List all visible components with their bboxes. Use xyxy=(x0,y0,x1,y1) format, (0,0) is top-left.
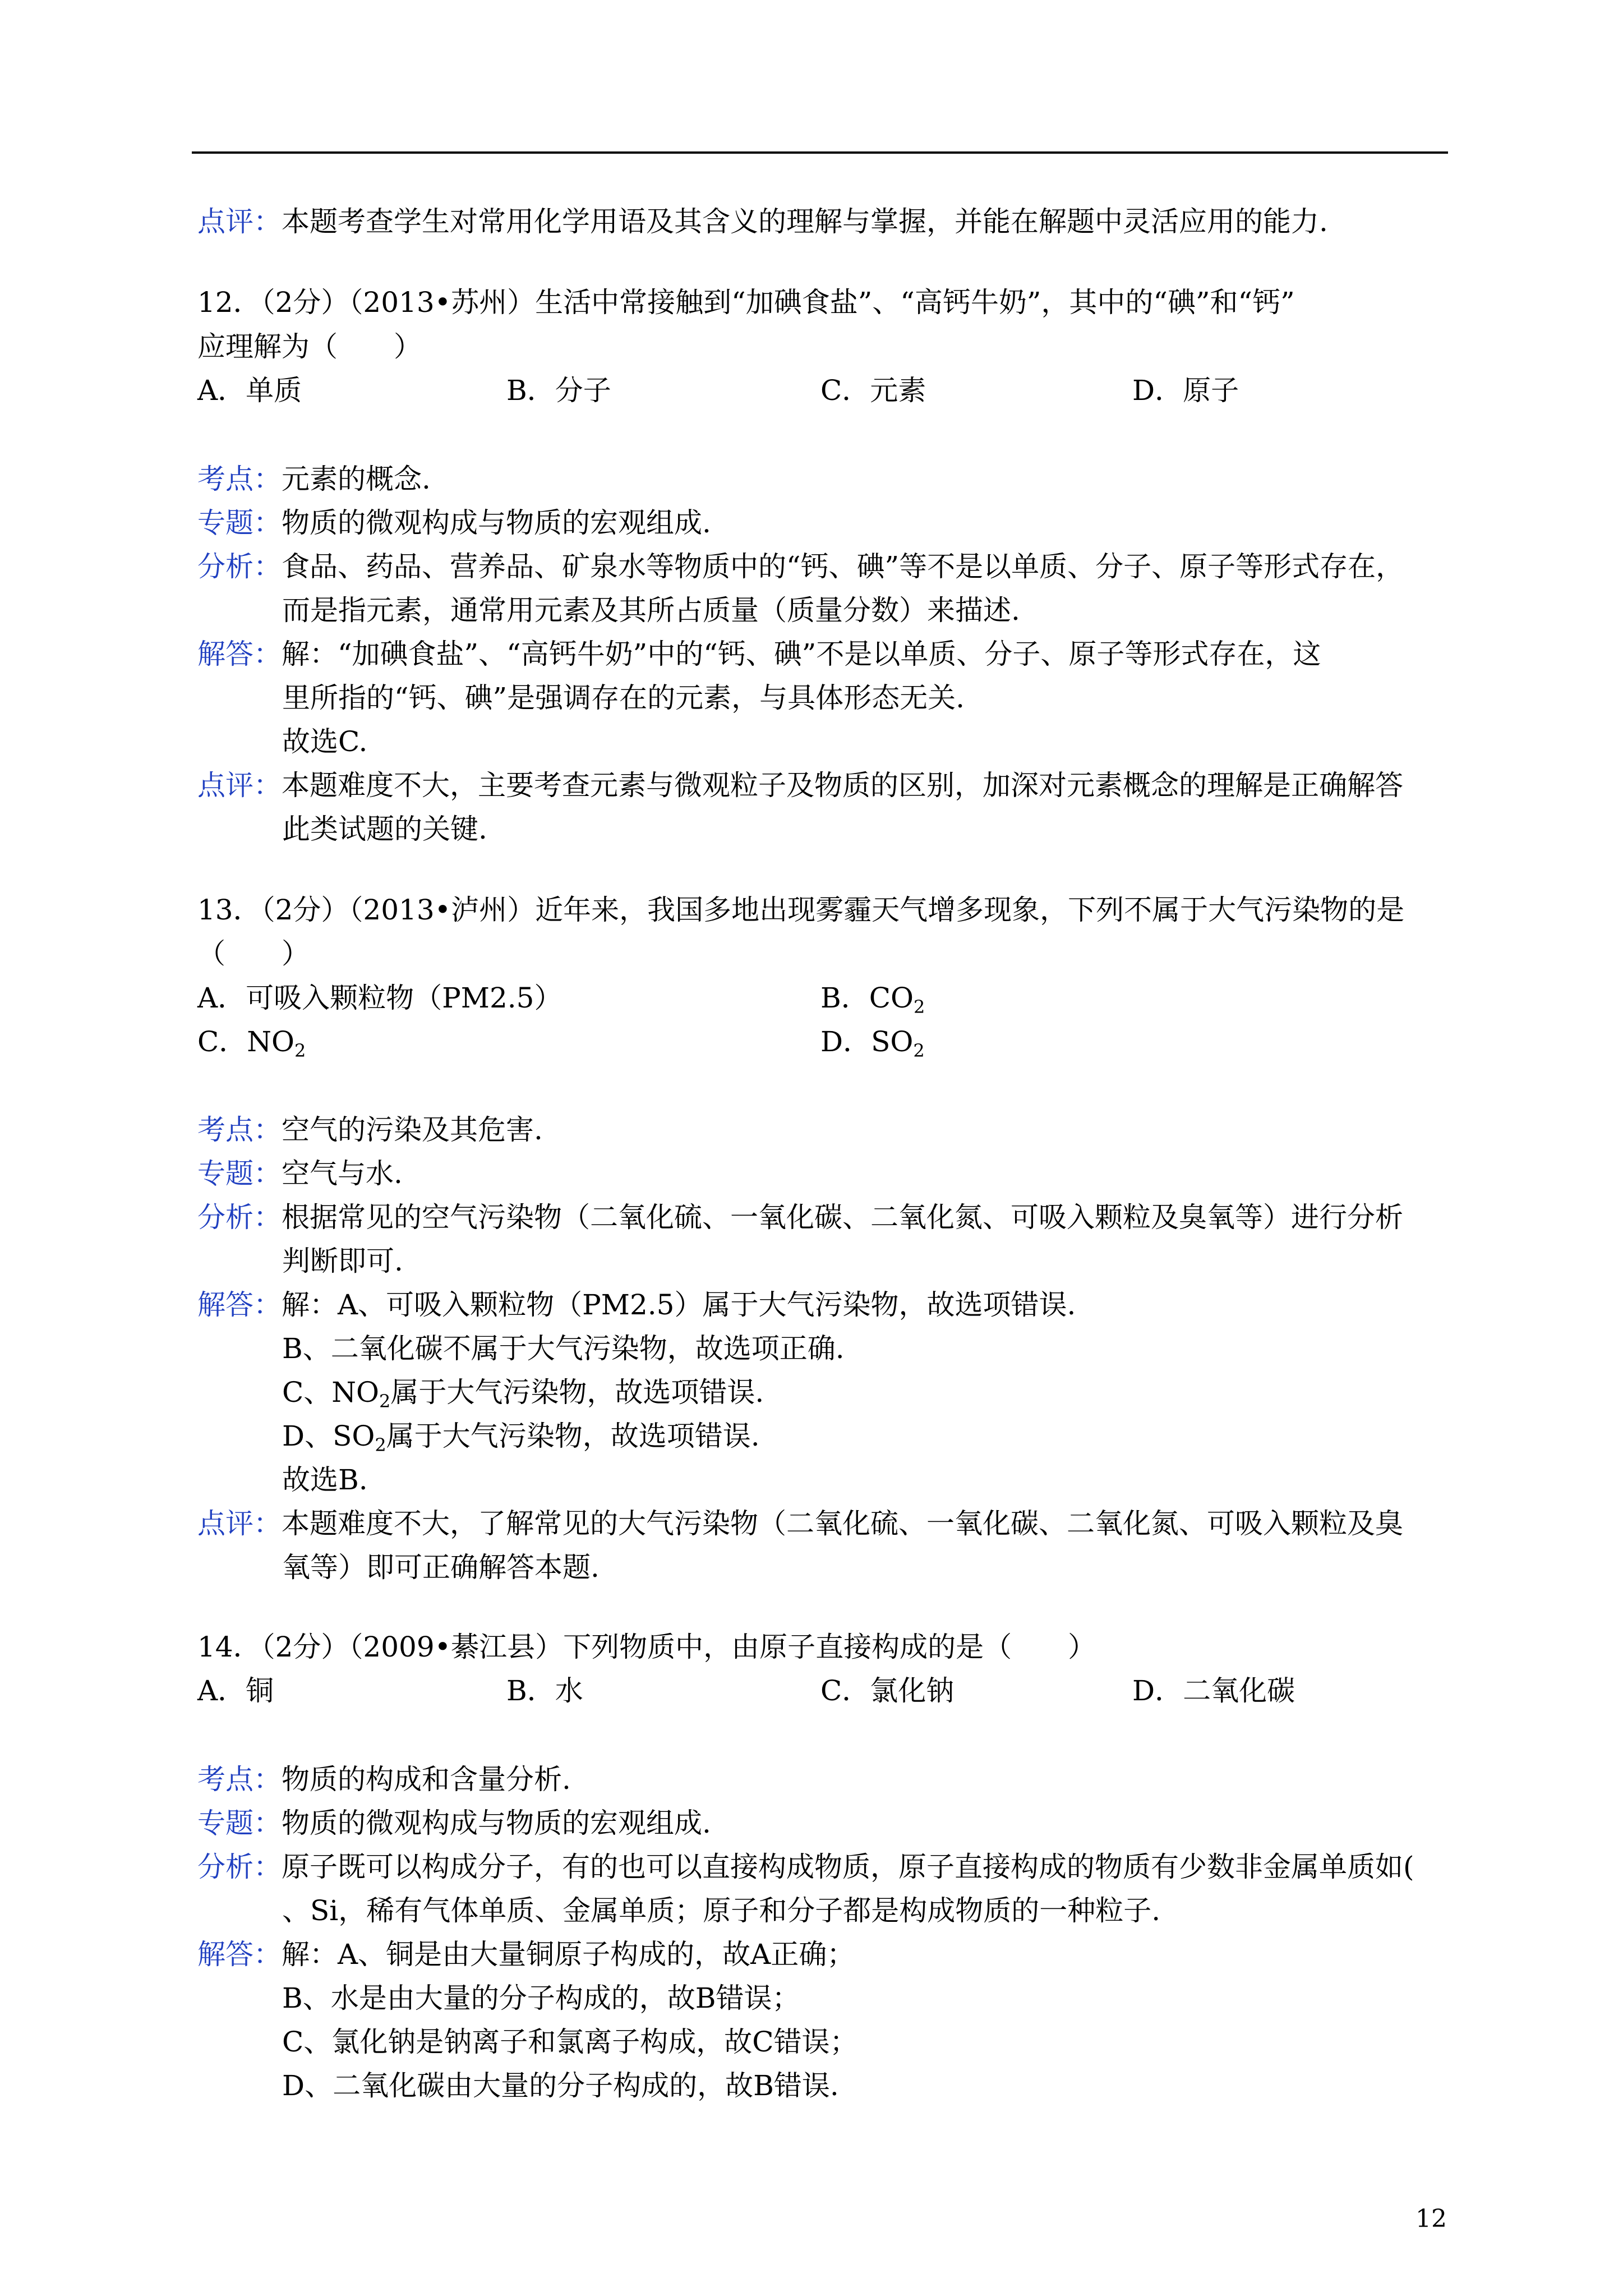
topic-label: 专题： xyxy=(197,1807,282,1839)
q12-option-c: C．元素 xyxy=(820,374,926,407)
q14-analysis-line xyxy=(197,1849,1414,1884)
q13-analysis-line xyxy=(197,1200,1403,1235)
q13-answer-3-pre: C、NO xyxy=(282,1376,379,1409)
comment-label: 点评： xyxy=(197,205,282,238)
q12-analysis-text-1: 食品、药品、营养品、矿泉水等物质中的“钙、碘”等不是以单质、分子、原子等形式存在， xyxy=(282,550,1404,583)
q13-topic-line xyxy=(197,1156,403,1191)
q13-analysis-text-1: 根据常见的空气污染物（二氧化硫、一氧化碳、二氧化氮、可吸入颗粒及臭氧等）进行分析 xyxy=(282,1201,1403,1234)
q12-topic-text: 物质的微观构成与物质的宏观组成. xyxy=(282,507,711,539)
q13-option-b xyxy=(820,981,925,1018)
q12-answer-text-3: 故选C. xyxy=(282,725,368,758)
q13-option-c-text: C．NO xyxy=(197,1025,294,1058)
q13-answer-text-2: B、二氧化碳不属于大气污染物，故选项正确. xyxy=(282,1332,845,1365)
page-number: 12 xyxy=(1415,2205,1447,2233)
q13-comment-text-2: 氧等）即可正确解答本题. xyxy=(282,1551,600,1584)
prev-comment-text: 本题考查学生对常用化学用语及其含义的理解与掌握，并能在解题中灵活应用的能力. xyxy=(282,205,1328,238)
analysis-label: 分析： xyxy=(197,1201,282,1234)
q14-analysis-text-1: 原子既可以构成分子，有的也可以直接构成物质，原子直接构成的物质有少数非金属单质如( xyxy=(282,1851,1414,1883)
q13-option-d xyxy=(820,1024,925,1059)
q14-point-text: 物质的构成和含量分析. xyxy=(282,1763,571,1796)
q13-comment-line xyxy=(197,1506,1403,1541)
q14-point-line xyxy=(197,1762,571,1797)
answer-label: 解答： xyxy=(197,638,282,670)
topic-label: 专题： xyxy=(197,507,282,539)
q13-option-c xyxy=(197,1024,306,1059)
q14-answer-line xyxy=(197,1937,855,1972)
comment-label: 点评： xyxy=(197,1507,282,1540)
header-rule xyxy=(192,151,1448,154)
q13-option-d-text: D．SO xyxy=(820,1025,914,1058)
prev-comment-line xyxy=(197,204,1328,239)
q12-analysis-line xyxy=(197,549,1404,584)
q12-answer-text-2: 里所指的“钙、碘”是强调存在的元素，与具体形态无关. xyxy=(282,682,965,714)
point-label: 考点： xyxy=(197,1763,282,1796)
q14-topic-text: 物质的微观构成与物质的宏观组成. xyxy=(282,1807,711,1839)
q14-option-c: C．氯化钠 xyxy=(820,1674,955,1707)
q13-point-text: 空气的污染及其危害. xyxy=(282,1114,543,1146)
q13-topic-text: 空气与水. xyxy=(282,1157,403,1190)
topic-label: 专题： xyxy=(197,1157,282,1190)
q14-answer-text-3: C、氯化钠是钠离子和氯离子构成，故C错误； xyxy=(282,2026,858,2058)
q13-answer-3-subscript: 2 xyxy=(379,1391,391,1412)
q12-comment-text-2: 此类试题的关键. xyxy=(282,813,487,845)
q13-option-d-subscript: 2 xyxy=(913,1040,925,1061)
q13-point-line xyxy=(197,1112,543,1147)
q14-option-b: B．水 xyxy=(506,1674,583,1707)
q12-option-a: A．单质 xyxy=(197,374,302,407)
comment-label: 点评： xyxy=(197,769,282,802)
q12-option-d: D．原子 xyxy=(1132,374,1239,407)
q12-analysis-text-2: 而是指元素，通常用元素及其所占质量（质量分数）来描述. xyxy=(282,594,1020,627)
q14-topic-line xyxy=(197,1806,711,1841)
q14-answer-text-2: B、水是由大量的分子构成的，故B错误； xyxy=(282,1982,800,2014)
analysis-label: 分析： xyxy=(197,550,282,583)
q14-analysis-text-2: 、Si，稀有气体单质、金属单质；原子和分子都是构成物质的一种粒子. xyxy=(282,1894,1161,1927)
q12-point-line xyxy=(197,462,431,496)
q12-option-b: B．分子 xyxy=(506,374,611,407)
q14-answer-text-4: D、二氧化碳由大量的分子构成的，故B错误. xyxy=(282,2069,839,2102)
q13-option-b-subscript: 2 xyxy=(914,996,925,1018)
q12-point-text: 元素的概念. xyxy=(282,463,431,495)
q14-option-a: A．铜 xyxy=(197,1674,274,1707)
q12-comment-line xyxy=(197,768,1403,803)
q13-comment-text-1: 本题难度不大，了解常见的大气污染物（二氧化硫、一氧化碳、二氧化氮、可吸入颗粒及臭 xyxy=(282,1507,1403,1540)
q12-answer-line xyxy=(197,637,1321,671)
q13-answer-text-1: 解：A、可吸入颗粒物（PM2.5）属于大气污染物，故选项错误. xyxy=(282,1289,1076,1321)
analysis-label: 分析： xyxy=(197,1851,282,1883)
q13-option-a: A．可吸入颗粒物（PM2.5） xyxy=(197,982,562,1014)
answer-label: 解答： xyxy=(197,1938,282,1971)
q13-answer-text-4 xyxy=(282,1419,760,1456)
q13-answer-text-3 xyxy=(282,1375,764,1410)
q13-option-c-subscript: 2 xyxy=(294,1040,306,1061)
q12-topic-line xyxy=(197,505,711,540)
q13-option-b-text: B．CO xyxy=(820,982,914,1014)
q13-answer-3-post: 属于大气污染物，故选项错误. xyxy=(390,1376,764,1409)
q13-answer-4-post: 属于大气污染物，故选项错误. xyxy=(386,1420,760,1452)
q13-answer-4-pre: D、SO xyxy=(282,1420,375,1452)
q14-answer-text-1: 解：A、铜是由大量铜原子构成的，故A正确； xyxy=(282,1938,855,1971)
q13-answer-line xyxy=(197,1287,1076,1322)
q13-stem-1: 13．（2分）（2013•泸州）近年来，我国多地出现雾霾天气增多现象，下列不属于大气污染物的是 xyxy=(197,894,1405,926)
q12-comment-text-1: 本题难度不大，主要考查元素与微观粒子及物质的区别，加深对元素概念的理解是正确解答 xyxy=(282,769,1403,802)
q14-option-d: D．二氧化碳 xyxy=(1132,1674,1295,1707)
q13-answer-text-5: 故选B. xyxy=(282,1464,368,1496)
q14-stem-1: 14．（2分）（2009•綦江县）下列物质中，由原子直接构成的是（ ） xyxy=(197,1631,1096,1663)
q12-stem-1: 12．（2分）（2013•苏州）生活中常接触到“加碘食盐”、“高钙牛奶”，其中的“碘”和“钙” xyxy=(197,286,1295,319)
q13-analysis-text-2: 判断即可. xyxy=(282,1245,403,1277)
point-label: 考点： xyxy=(197,463,282,495)
q12-stem-2: 应理解为（ ） xyxy=(197,330,422,363)
answer-label: 解答： xyxy=(197,1289,282,1321)
q13-answer-4-subscript: 2 xyxy=(375,1434,386,1456)
q13-stem-2: （ ） xyxy=(197,937,310,970)
point-label: 考点： xyxy=(197,1114,282,1146)
q12-answer-text-1: 解：“加碘食盐”、“高钙牛奶”中的“钙、碘”不是以单质、分子、原子等形式存在，这 xyxy=(282,638,1321,670)
